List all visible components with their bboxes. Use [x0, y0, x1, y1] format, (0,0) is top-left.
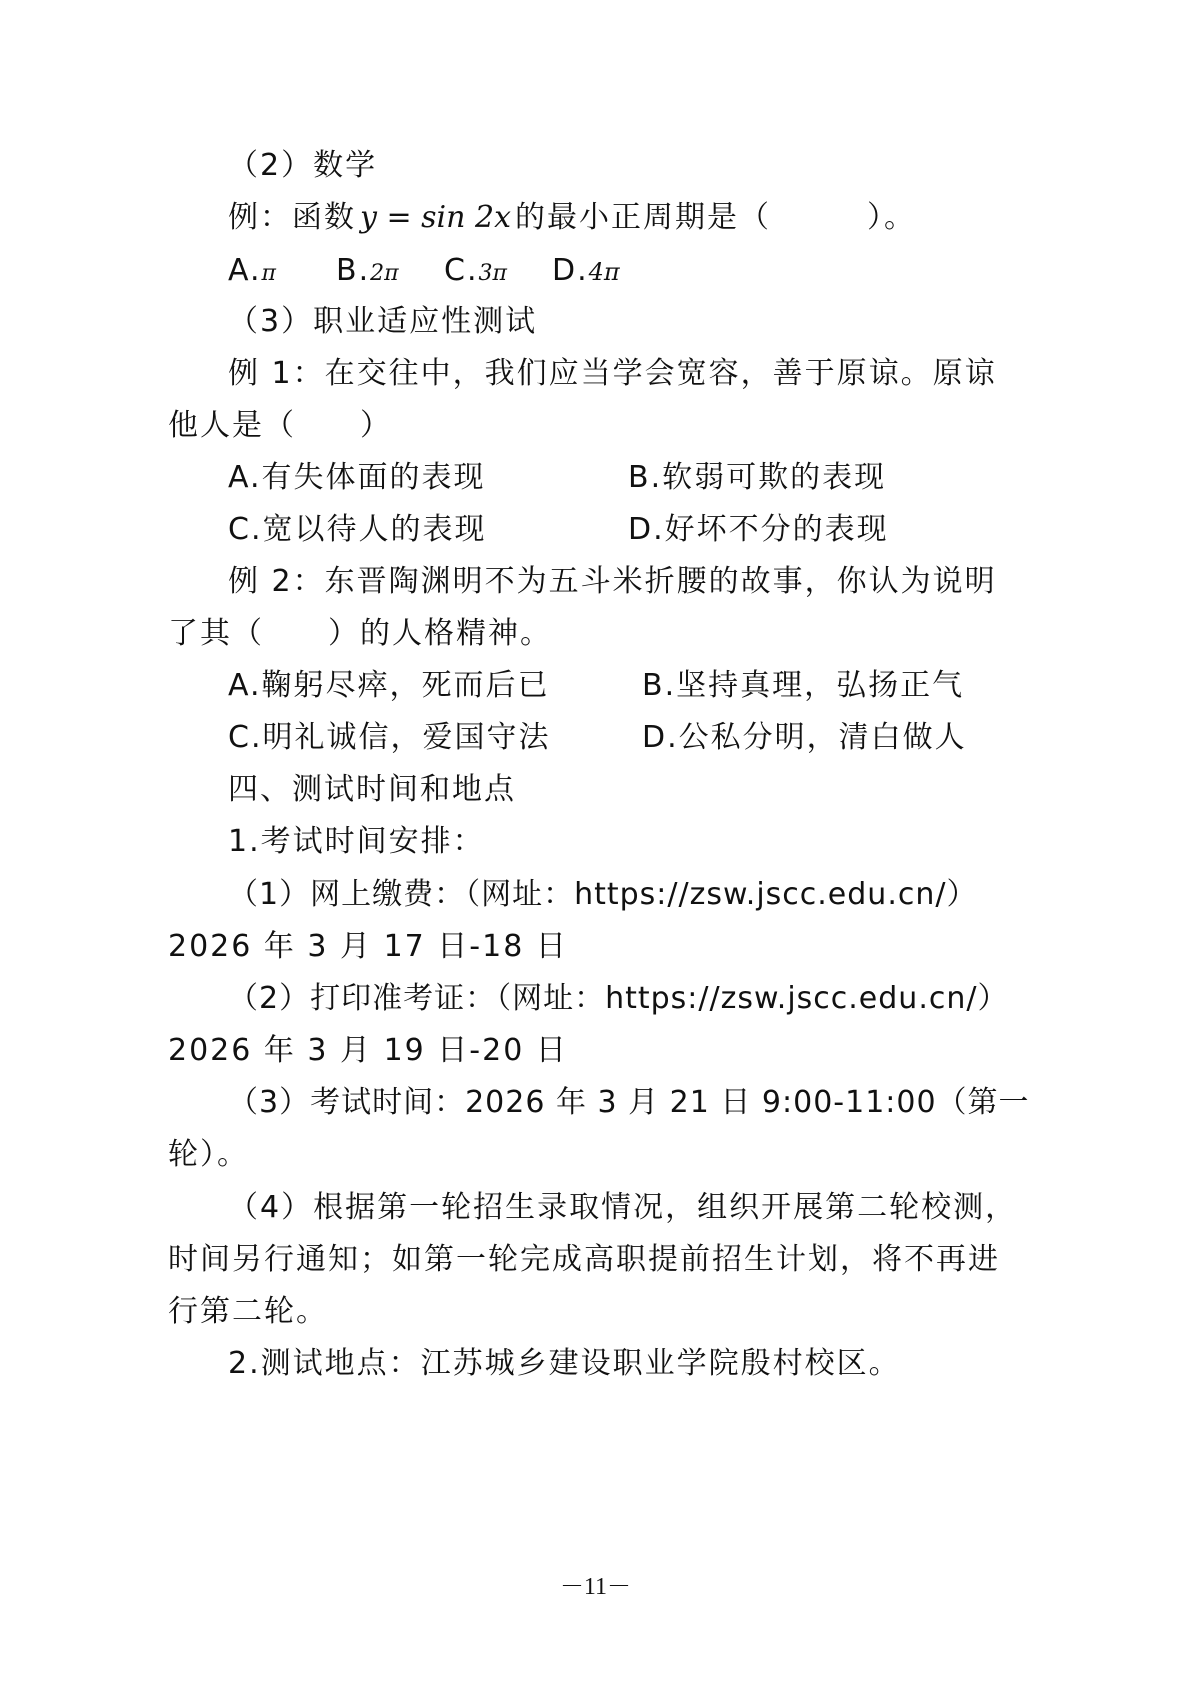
- aptitude-q1-line1: 例 1：在交往中，我们应当学会宽容，善于原谅。原谅: [228, 356, 997, 391]
- aptitude-q2-option-a: A.鞠躬尽瘁，死而后已: [228, 668, 550, 703]
- schedule-location: 2.测试地点：江苏城乡建设职业学院殷村校区。: [228, 1346, 901, 1381]
- aptitude-q1-line2: 他人是（ ）: [168, 408, 392, 443]
- schedule-item2-line1: （2）打印准考证：（网址：https://zsw.jscc.edu.cn/）: [228, 981, 1009, 1016]
- aptitude-q1-option-b: B.软弱可欺的表现: [628, 460, 887, 495]
- aptitude-q1-option-d: D.好坏不分的表现: [628, 512, 889, 547]
- schedule-item1-line1: （1）网上缴费：（网址：https://zsw.jscc.edu.cn/）: [228, 877, 978, 912]
- aptitude-q2-option-c: C.明礼诚信，爱国守法: [228, 720, 551, 755]
- section-heading-schedule: 四、测试时间和地点: [228, 772, 516, 807]
- aptitude-q2-option-b: B.坚持真理，弘扬正气: [642, 668, 965, 703]
- aptitude-q2-line1: 例 2：东晋陶渊明不为五斗米折腰的故事，你认为说明: [228, 564, 997, 599]
- schedule-subheading: 1.考试时间安排：: [228, 824, 485, 859]
- math-formula: y = sin 2x: [360, 200, 512, 235]
- aptitude-q2-option-d: D.公私分明，清白做人: [642, 720, 967, 755]
- schedule-item4-line3: 行第二轮。: [168, 1294, 328, 1329]
- schedule-item1-line2: 2026 年 3 月 17 日-18 日: [168, 929, 568, 964]
- math-options-row: [228, 251, 620, 294]
- schedule-item2-line2: 2026 年 3 月 19 日-20 日: [168, 1033, 568, 1068]
- math-option-b: B.2π: [336, 253, 399, 288]
- aptitude-q2-line2: 了其（ ）的人格精神。: [168, 616, 552, 651]
- math-option-d: D.4π: [552, 253, 620, 288]
- schedule-item4-line1: （4）根据第一轮招生录取情况，组织开展第二轮校测，: [228, 1190, 1018, 1225]
- schedule-item3-line1: （3）考试时间：2026 年 3 月 21 日 9:00-11:00（第一: [228, 1085, 1030, 1120]
- math-question-prefix: 例：函数: [228, 200, 356, 235]
- aptitude-q1-option-c: C.宽以待人的表现: [228, 512, 487, 547]
- aptitude-q1-option-a: A.有失体面的表现: [228, 460, 486, 495]
- schedule-item4-line2: 时间另行通知；如第一轮完成高职提前招生计划，将不再进: [168, 1242, 1000, 1277]
- section-heading-math: （2）数学: [228, 148, 378, 183]
- math-option-a: A.π: [228, 253, 276, 288]
- page-number: －11－: [559, 1574, 632, 1600]
- schedule-item3-line2: 轮）。: [168, 1137, 249, 1172]
- math-option-c: C.3π: [444, 253, 507, 288]
- math-question: [228, 198, 916, 238]
- math-question-suffix: 的最小正周期是（ ）。: [515, 200, 917, 235]
- section-heading-aptitude: （3）职业适应性测试: [228, 304, 538, 339]
